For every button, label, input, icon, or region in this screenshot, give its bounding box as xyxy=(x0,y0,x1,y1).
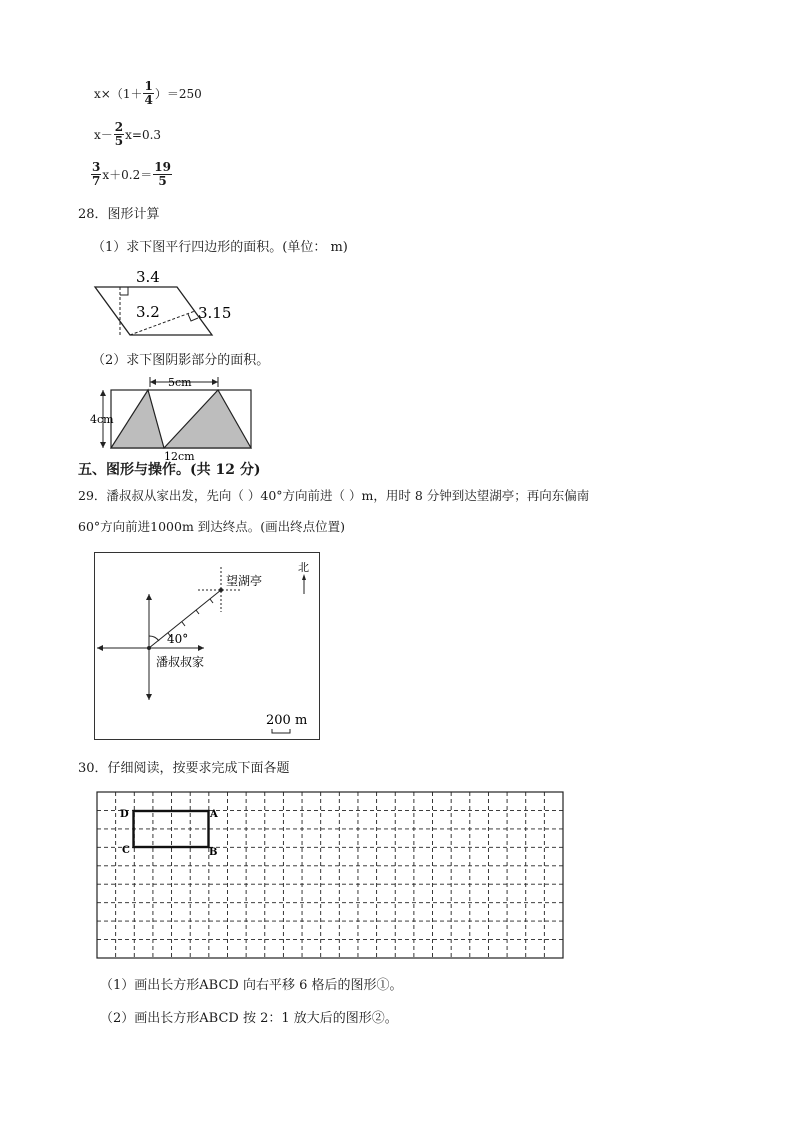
label-4cm: 4cm xyxy=(90,413,114,426)
grid-lines xyxy=(97,792,563,958)
pavilion-label: 望湖亭 xyxy=(226,574,263,588)
fraction-denominator: 5 xyxy=(158,174,167,188)
equation-3 xyxy=(90,161,173,188)
q28-title: 28．图形计算 xyxy=(78,207,160,222)
equation-2-post: x=0.3 xyxy=(125,127,162,142)
shaded-triangle-left xyxy=(111,390,164,448)
grid-border xyxy=(97,792,563,958)
q28-part2: （2）求下图阴影部分的面积。 xyxy=(92,353,270,368)
grid-figure xyxy=(96,791,566,961)
label-top: 3.4 xyxy=(136,268,160,286)
scale-bar xyxy=(272,729,290,733)
fraction-numerator: 1 xyxy=(144,79,153,93)
label-d: D xyxy=(120,809,129,820)
label-height: 3.2 xyxy=(136,303,160,321)
fraction-denominator: 7 xyxy=(92,174,101,188)
equation-2 xyxy=(94,121,161,148)
equation-3-fraction-right xyxy=(153,161,172,188)
equation-1-fraction xyxy=(143,80,153,107)
fraction-numerator: 19 xyxy=(154,160,171,174)
map-figure xyxy=(94,552,322,742)
angle-label: 40° xyxy=(167,632,189,646)
equation-3-fraction-left xyxy=(91,161,101,188)
q28-part1: （1）求下图平行四边形的面积。(单位： m) xyxy=(92,240,348,255)
parallelogram-figure xyxy=(90,265,250,345)
equation-3-mid: x＋0.2＝ xyxy=(102,168,153,182)
label-side: 3.15 xyxy=(198,304,232,322)
fraction-denominator: 5 xyxy=(114,134,124,148)
fraction-denominator: 4 xyxy=(144,93,153,107)
equation-1-post: ）＝250 xyxy=(154,87,202,101)
label-a: A xyxy=(210,809,218,820)
q30-part2: （2）画出长方形ABCD 按 2：1 放大后的图形②。 xyxy=(100,1011,398,1026)
home-label: 潘叔叔家 xyxy=(156,655,205,669)
section5-title: 五、图形与操作。(共 12 分) xyxy=(78,462,261,478)
shaded-figure xyxy=(88,372,268,462)
label-5cm: 5cm xyxy=(168,376,192,389)
q29-line2: 60°方向前进1000m 到达终点。(画出终点位置) xyxy=(78,519,346,534)
right-angle-mark-2 xyxy=(188,314,198,321)
map-border xyxy=(95,553,320,740)
angle-arc xyxy=(149,636,159,641)
scale-label: 200 m xyxy=(266,713,308,728)
equation-2-fraction xyxy=(114,121,124,148)
home-point xyxy=(147,646,151,650)
fraction-numerator: 2 xyxy=(114,120,124,134)
right-angle-mark xyxy=(120,287,128,295)
label-b: B xyxy=(209,847,218,858)
q30-part1: （1）画出长方形ABCD 向右平移 6 格后的图形①。 xyxy=(100,978,403,993)
q30-title: 30．仔细阅读，按要求完成下面各题 xyxy=(78,761,290,776)
equation-1 xyxy=(94,80,202,107)
label-12cm: 12cm xyxy=(164,450,195,462)
equation-2-pre: x－ xyxy=(94,128,113,142)
shaded-trapezoid-right xyxy=(164,390,251,448)
fraction-numerator: 3 xyxy=(92,160,101,174)
north-label: 北 xyxy=(298,561,309,574)
q29-line1: 29．潘叔叔从家出发，先向（ ）40°方向前进（ ）m，用时 8 分钟到达望湖亭；再向东偏南 xyxy=(78,488,590,503)
label-c: C xyxy=(122,845,130,856)
equation-1-pre: x×（1＋ xyxy=(94,87,143,101)
